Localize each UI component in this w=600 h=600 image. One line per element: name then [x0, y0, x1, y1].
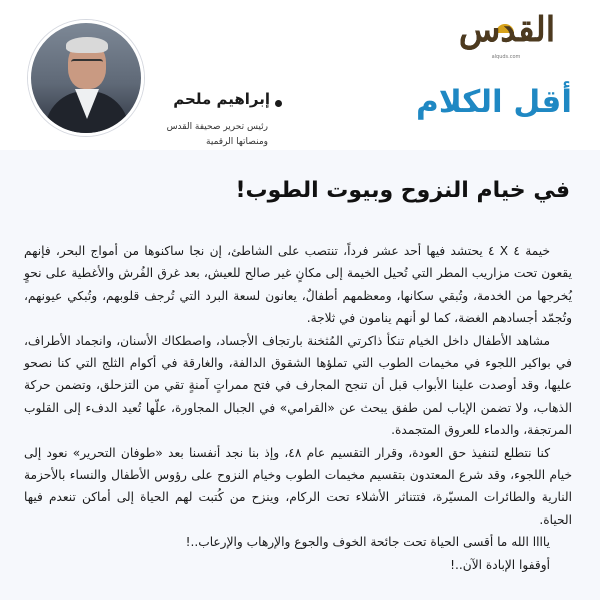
author-photo [28, 20, 144, 136]
paragraph-1: خيمة ٤ X ٤ يحتشد فيها أحد عشر فرداً، تنتصب على الشاطئ، إن نجا ساكنوها من أمواج البحر، فإنهم يقعون تحت مزاريب المطر التي تُحيل الخيمة إلى مكانٍ غير صالح للعيش، بعد غرق الفُرش والأغطية على نحوٍ يُخرجها من الخدمة، وتُبقي سكانها، ومعظمهم أطفالٌ، يعانون لسعة البرد التي تُرجف قلوبهم، وتُبكي عيونهم، وتُجمّد أجسادهم الغضة، كما لو أنهم ينامون في ثلاجة. [24, 244, 572, 326]
article-title: في خيام النزوح وبيوت الطوب! [235, 178, 570, 203]
paragraph-4: ياااا الله ما أقسى الحياة تحت جائحة الخوف والجوع والإرهاب والإرعاب..! [185, 535, 550, 550]
alquds-logo[interactable] [448, 10, 566, 60]
logo-text: القدس [458, 10, 556, 50]
paragraph-2: مشاهد الأطفال داخل الخيام تنكأ ذاكرتي المُثخنة بارتجاف الأجساد، واصطكاك الأسنان، وانجماد الأطراف، في بواكير اللجوء في مخيمات الطوب التي تملؤها الشقوق الدالفة، والغارقة في أكوام الثلج التي كنا نصحو عليها، وقد أوصدت علينا الأبواب قبل أن تنجح المجارف في فتح ممراتٍ آمنةٍ تقي من التزحلق، وتضمن حركة الذهاب، ولا تضمن الإياب لمن طفق يبحث عن «القرامي» في الجبال المجاورة، علّها تُعيد الدفء إلى القلوب المرتجفة، والدماء للعروق المتجمدة. [24, 333, 572, 438]
author-title: رئيس تحرير صحيفة القدس ومنصاتها الرقمية [166, 122, 268, 147]
article-body [24, 240, 572, 576]
paragraph-3: كنا نتطلع لتنفيذ حق العودة، وقرار التقسيم عام ٤٨، وإذ بنا نجد أنفسنا بعد «طوفان التحرير» نعود إلى خيام اللجوء، وقد شرع المعتدون بتقسيم مخيمات الطوب وخيام النزوح على رؤوس الأطفال والنساء بالأحزمة النارية والطائرات المسيّرة، فتتناثر الأشلاء تحت الركام، وينزح من كُتبت لهم الحياة إلى أماكن تنعدم فيها الحياة. [24, 445, 572, 527]
paragraph-5: أوقفوا الإبادة الآن..! [450, 557, 550, 572]
header [0, 0, 600, 150]
logo-domain: alquds.com [491, 54, 521, 60]
column-name: أقل الكلام [416, 84, 572, 120]
author-name: إبراهيم ملحم [173, 90, 270, 108]
bullet-icon [275, 100, 282, 107]
